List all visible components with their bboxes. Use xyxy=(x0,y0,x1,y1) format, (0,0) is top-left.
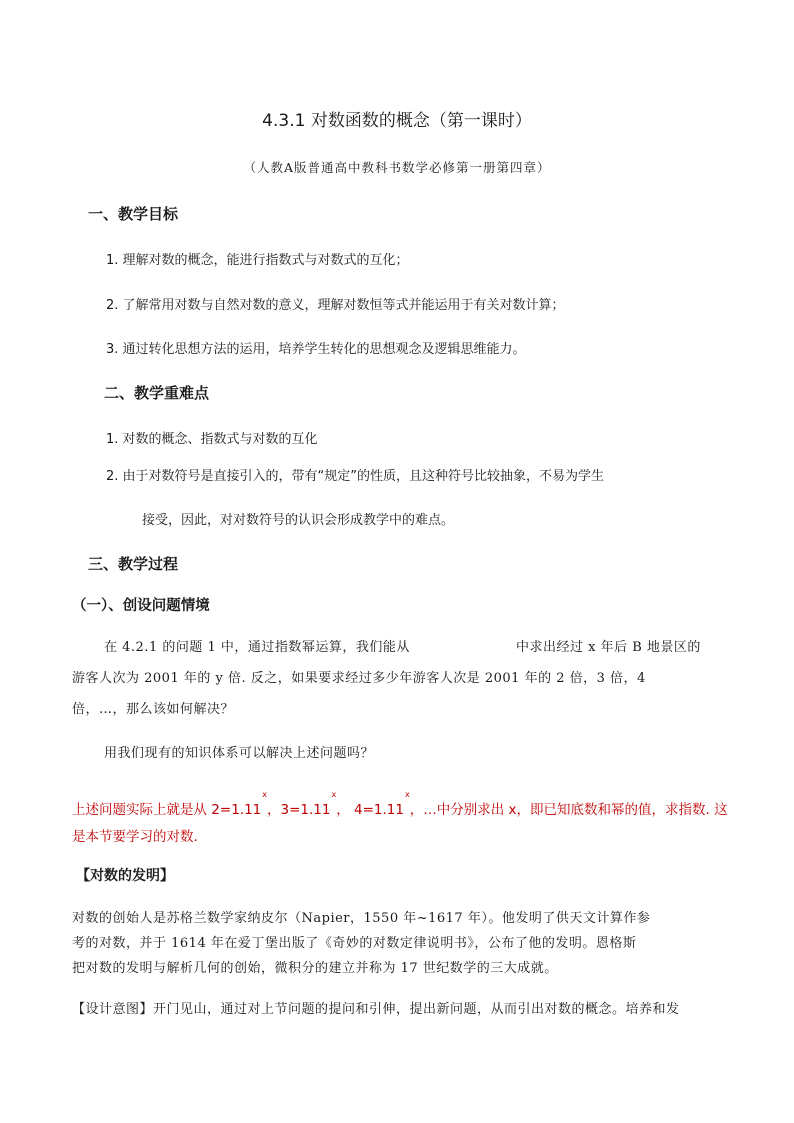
objective-item-3: 3. 通过转化思想方法的运用，培养学生转化的思想观念及逻辑思维能力。 xyxy=(106,342,526,357)
section-heading-objectives: 一、教学目标 xyxy=(88,205,179,223)
section-heading-process: 三、教学过程 xyxy=(88,555,179,573)
red-text-part-2: ，3=1.11 xyxy=(267,802,331,818)
design-intent-label: 【设计意图】 xyxy=(72,1002,154,1017)
key-point-item-1: 1. 对数的概念、指数式与对数的互化 xyxy=(106,432,318,447)
red-text-part-4: ，…中分别求出 x，即已知底数和幂的值，求指数. 这 xyxy=(409,802,728,818)
paragraph-1-line-1-end: 中求出经过 x 年后 B 地景区的 xyxy=(516,640,701,655)
design-intent-text: 开门见山，通过对上节问题的提问和引伸，提出新问题，从而引出对数的概念。培养和发 xyxy=(153,1002,680,1017)
paragraph-1-line-3: 倍，…，那么该如何解决？ xyxy=(72,702,235,717)
design-intent-line xyxy=(72,998,680,1017)
key-point-item-2-continuation: 接受，因此，对对数符号的认识会形成教学中的难点。 xyxy=(142,513,455,528)
invention-line-1: 对数的创始人是苏格兰数学家纳皮尔（Napier，1550 年~1617 年）。他发明了供天文计算作参 xyxy=(72,911,651,926)
exponent-x-2: x xyxy=(331,790,337,799)
invention-heading: 【对数的发明】 xyxy=(76,868,174,884)
paragraph-1-line-2: 游客人次为 2001 年的 y 倍. 反之，如果要求经过多少年游客人次是 2001 年的 2 倍，3 倍，4 xyxy=(72,671,646,686)
objective-item-1: 1. 理解对数的概念，能进行指数式与对数式的互化； xyxy=(106,253,409,268)
paragraph-2: 用我们现有的知识体系可以解决上述问题吗？ xyxy=(104,746,375,761)
paragraph-1-line-1-start: 在 4.2.1 的问题 1 中，通过指数幂运算，我们能从 xyxy=(104,640,410,655)
section-heading-key-points: 二、教学重难点 xyxy=(104,384,210,402)
red-text-part-3: ， 4=1.11 xyxy=(336,802,404,818)
subsection-heading-problem: （一）、创设问题情境 xyxy=(72,598,210,614)
invention-line-2: 考的对数，并于 1614 年在爱丁堡出版了《奇妙的对数定律说明书》，公布了他的发明。恩格斯 xyxy=(72,936,637,951)
invention-line-3: 把对数的发明与解析几何的创始，微积分的建立并称为 17 世纪数学的三大成就。 xyxy=(72,961,558,976)
red-paragraph-line-1 xyxy=(72,790,728,818)
key-point-item-2: 2. 由于对数符号是直接引入的，带有“规定”的性质，且这种符号比较抽象，不易为学生 xyxy=(106,469,605,484)
red-text-part-1: 上述问题实际上就是从 2=1.11 xyxy=(72,802,262,818)
red-paragraph-line-2: 是本节要学习的对数. xyxy=(72,829,198,845)
exponent-x-3: x xyxy=(404,790,410,799)
exponent-x-1: x xyxy=(262,790,267,799)
objective-item-2: 2. 了解常用对数与自然对数的意义，理解对数恒等式并能运用于有关对数计算； xyxy=(106,298,565,313)
document-subtitle: （人教A版普通高中教科书数学必修第一册第四章） xyxy=(243,160,551,175)
document-title: 4.3.1 对数函数的概念（第一课时） xyxy=(262,111,532,131)
